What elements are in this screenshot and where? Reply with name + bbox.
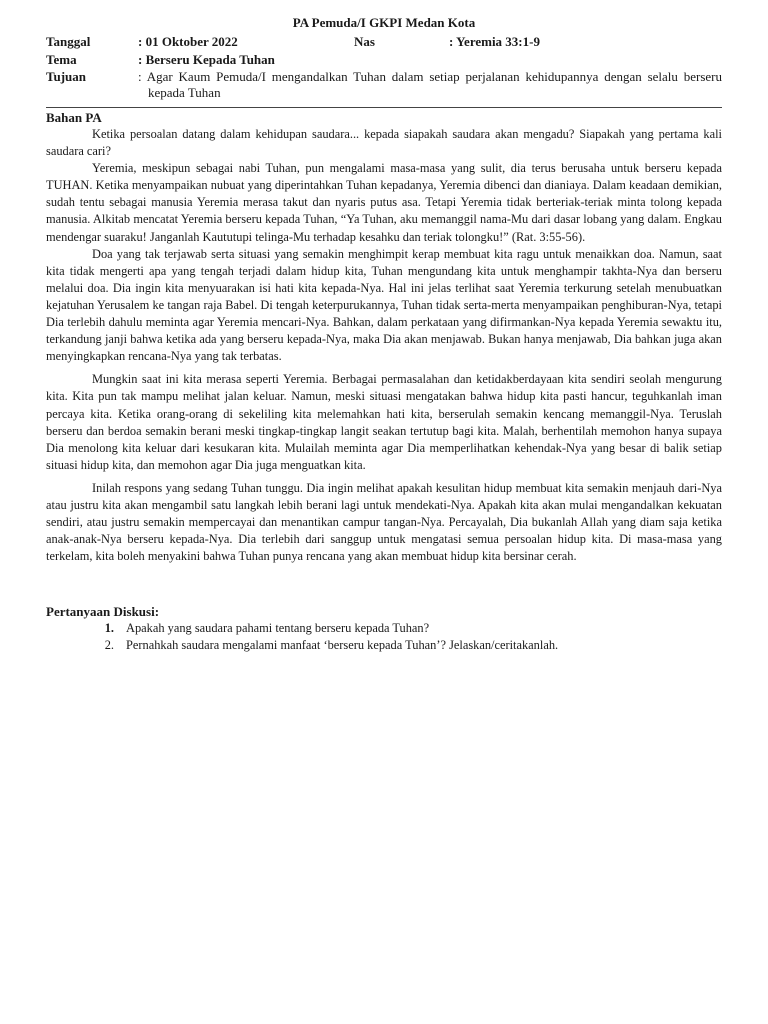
question-text: Pernahkah saudara mengalami manfaat ‘berseru kepada Tuhan’? Jelaskan/ceritakanlah. (126, 638, 559, 653)
bahan-title: Bahan PA (46, 110, 102, 125)
tanggal-row (46, 33, 722, 51)
bahan-paragraph: Ketika persoalan datang dalam kehidupan saudara... kepada siapakah saudara akan mengadu? Siapakah yang pertama kali saudara cari? (46, 127, 722, 159)
tema-label: Tema (46, 51, 77, 67)
nas-value: : Yeremia 33:1-9 (449, 34, 540, 49)
bahan-paragraph: Inilah respons yang sedang Tuhan tunggu. Dia ingin melihat apakah kesulitan hidup membuat kita semakin menjauh dari-Nya atau justru kita akan mengambil satu langkah lebih berani lagi untuk mendekati-Nya. Apakah kita akan mulai mengandalkan kekuatan sendiri, atau justru semakin mempercayai dan menantikan campur tangan-Nya. Percayalah, Dia bukanlah Allah yang diam saja ketika anak-anak-Nya berseru kepada-Nya. Dia terlebih dari sanggup untuk mengatasi semua persoalan hidup kita. Di masa-masa yang terkelam, kita boleh menyakini bahwa Tuhan punya rencana yang akan membuat hidup kita bersinar cerah. (46, 480, 722, 564)
tanggal-label: Tanggal (46, 34, 91, 49)
question-number: 1. (104, 621, 114, 636)
question-item (46, 620, 722, 637)
nas-label: Nas (354, 34, 375, 49)
question-text: Apakah yang saudara pahami tentang berseru kepada Tuhan? (126, 621, 430, 636)
document-title: PA Pemuda/I GKPI Medan Kota (292, 15, 476, 30)
header-divider (46, 107, 722, 108)
bahan-paragraph: Doa yang tak terjawab serta situasi yang semakin menghimpit kerap membuat kita ragu untuk menaikkan doa. Namun, saat kita tidak mengerti apa yang tengah terjadi dalam hidup kita, Tuhan mengundang kita untuk menghampir takhta-Nya dan berseru melalui doa. Dia ingin kita menyuarakan isi hati kita kepada-Nya. Hal ini jelas terlihat saat Yeremia terkurung setelah menubuatkan kejatuhan Yerusalem ke tangan raja Babel. Di tengah keterpurukannya, Tuhan tidak serta-merta menyampaikan penghiburan-Nya, tetapi Dia terlebih dahulu meminta agar Yeremia mencari-Nya. Bahkan, dalam perkataan yang difirmankan-Nya kepada Yeremia sewaktu itu, terkandung janji bahwa ketika ada yang berseru kepada-Nya, maka Dia akan menjawab. Bukan hanya menjawab, Dia bahkan juga akan menyingkapkan rencana-Nya yang tak terbatas. (46, 246, 722, 364)
tanggal-value: : 01 Oktober 2022 (138, 34, 238, 49)
question-item (46, 637, 722, 654)
bahan-paragraph: Yeremia, meskipun sebagai nabi Tuhan, pun mengalami masa-masa yang sulit, dia terus berusaha untuk berseru kepada TUHAN. Ketika menyampaikan nubuat yang diperintahkan Tuhan kepadanya, Yeremia dibenci dan dianiaya. Dalam keadaan demikian, sudah tentu sebagai manusia Yeremia merasa takut dan nyaris putus asa. Tetapi Yeremia tidak berteriak-teriak minta tolong kepada manusia. Alkitab mencatat Yeremia berseru kepada Tuhan, “Ya Tuhan, aku memanggil nama-Mu dari dasar lobang yang dalam. Engkau mendengar suaraku! Janganlah Kaututupi telinga-Mu terhadap kesahku dan teriak tolongku!” (Rat. 3:55-56). (46, 161, 722, 244)
bahan-paragraph: Mungkin saat ini kita merasa seperti Yeremia. Berbagai permasalahan dan ketidakberdayaan kita sendiri seolah mengurung kita. Kita pun tak mampu melihat jalan keluar. Namun, meski situasi mengatakan bahwa hidup kita pasti hancur, teguhkanlah iman percaya kita. Ketika orang-orang di sekeliling kita melemahkan hati kita, berserulah semakin kencang memanggil-Nya. Teruslah berseru dan berdoa semakin berani meski tingkap-tingkap langit seakan tertutup bagi kita. Malah, berhentilah memohon hanya supaya Dia menolong kita keluar dari kesukaran kita. Mulailah meminta agar Dia memperlihatkan kehendak-Nya yang besar di balik setiap situasi hidup kita, dan memohon agar Dia juga menguatkan kita. (46, 372, 722, 472)
tema-value: : Berseru Kepada Tuhan (138, 51, 275, 67)
question-number: 2. (104, 638, 114, 653)
question-list (46, 620, 722, 654)
tema-row (46, 51, 722, 69)
tujuan-value: : Agar Kaum Pemuda/I mengandalkan Tuhan dalam setiap perjalanan kehidupannya dengan selalu berseru kepada Tuhan (138, 69, 722, 100)
tujuan-label: Tujuan (46, 69, 86, 84)
document-page (46, 14, 722, 654)
tujuan-row (46, 69, 722, 101)
diskusi-title: Pertanyaan Diskusi: (46, 604, 160, 620)
